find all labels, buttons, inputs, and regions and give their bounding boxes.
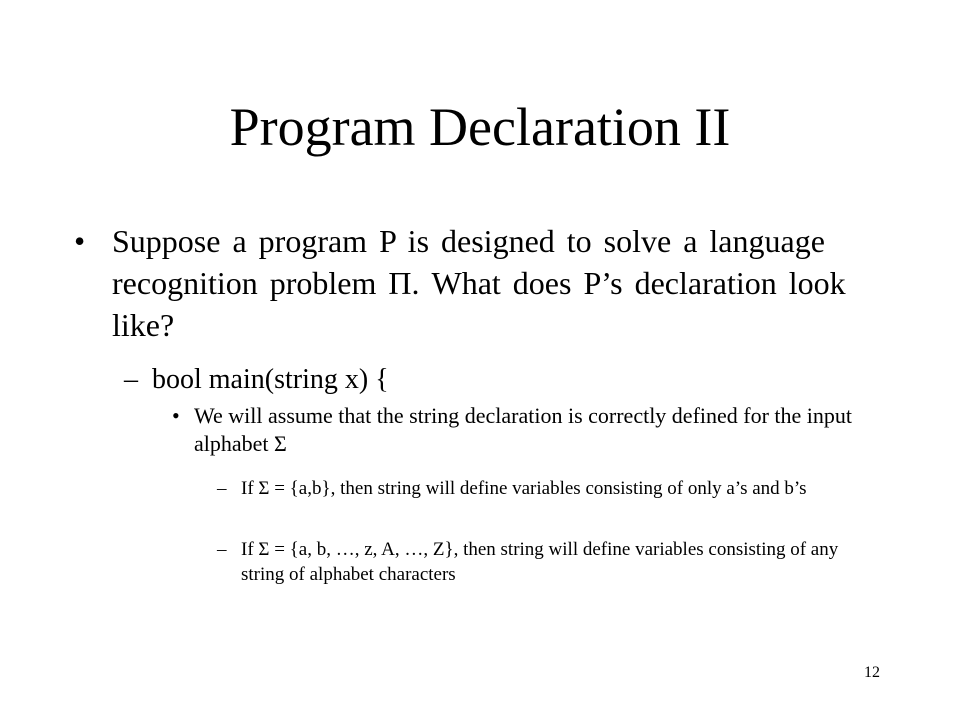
slide-title: Program Declaration II [229,97,731,157]
detail-marker: – [217,539,227,560]
sub-sub-bullet-marker: • [172,403,180,428]
bullet-marker: • [74,223,86,259]
sub-sub-bullet-text: We will assume that the string declaration is correctly defined for the input alphabet Σ [194,403,853,456]
sub-bullet-marker: – [124,364,138,395]
bullet-text: Suppose a program P is designed to solve a language recognition problem Π. What does P’s declaration look like? [112,223,846,343]
detail-marker: – [217,478,227,499]
detail-text: If Σ = {a, b, …, z, A, …, Z}, then string will define variables consisting of any string of alphabet characters [241,539,839,585]
detail-text: If Σ = {a,b}, then string will define variables consisting of only a’s and b’s [241,478,807,499]
page-number: 12 [864,664,880,681]
sub-bullet-text: bool main(string x) { [152,364,389,395]
